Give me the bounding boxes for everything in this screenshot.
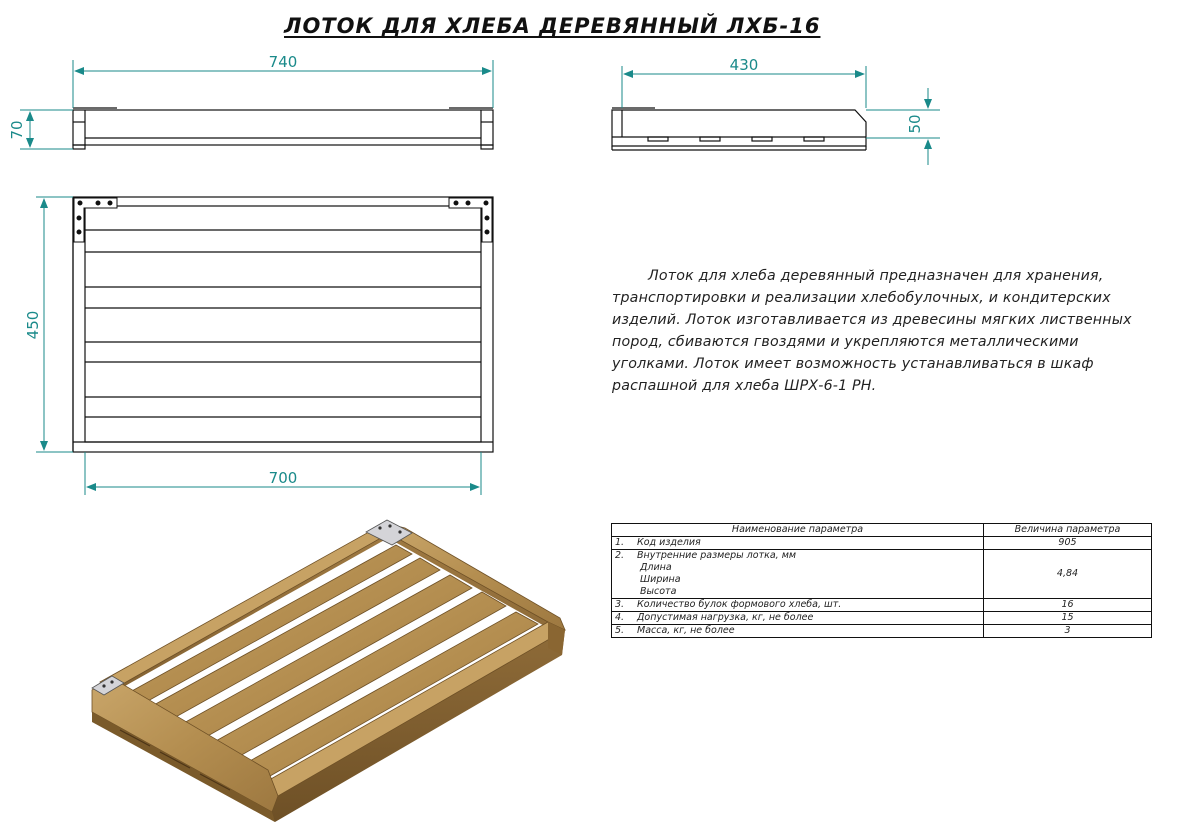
row-num: 1. [615,537,625,548]
row-sub-width: Ширина [640,574,681,585]
dim-top-depth-label: 450 [24,310,42,340]
dim-side-width-label: 430 [729,56,759,74]
row-num: 5. [615,625,625,636]
row-num: 4. [615,612,625,623]
row-name: Масса, кг, не более [637,625,735,636]
dim-front-length-label: 740 [268,53,298,71]
header-value: Величина параметра [984,524,1152,537]
corner-bracket-right [449,198,492,242]
tray-3d-render [92,520,565,822]
row-value: 3 [984,625,1152,638]
row-name: Допустимая нагрузка, кг, не более [637,612,814,623]
row-value: 16 [984,599,1152,612]
dim-side-height-label: 50 [906,114,924,134]
row-value: 4,84 [984,550,1152,599]
row-name: Код изделия [637,537,701,548]
table-header-row [612,524,1152,537]
row-value: 15 [984,612,1152,625]
header-name: Наименование параметра [612,524,984,537]
row-sub-length: Длина [640,562,672,573]
table-row [612,599,1152,612]
drawing-title: ЛОТОК ДЛЯ ХЛЕБА ДЕРЕВЯННЫЙ ЛХБ-16 [284,14,821,38]
product-description [612,265,1142,397]
table-row [612,625,1152,638]
top-view [73,197,493,452]
table-row [612,550,1152,599]
front-view [73,108,493,149]
row-name: Внутренние размеры лотка, мм [637,550,797,561]
row-name: Количество булок формового хлеба, шт. [637,599,842,610]
dim-front-height [20,110,73,149]
table-row [612,612,1152,625]
dim-side-height [866,88,940,165]
dim-top-inner-length-label: 700 [268,469,298,487]
row-value: 905 [984,537,1152,550]
corner-bracket-left [74,198,117,242]
row-num: 2. [615,550,625,561]
description-text: Лоток для хлеба деревянный предназначен для хранения, транспортировки и реализации хлебобулочных, и кондитерских изделий. Лоток изготавливается из древесины мягких лиственных пород, сбиваются гвоздями и укрепляются металлическими уголками. Лоток имеет возможность устанавливаться в шкаф распашной для хлеба ШРХ-6-1 РН. [612,268,1132,394]
parameters-table [611,523,1152,638]
row-sub-height: Высота [640,586,677,597]
side-view [612,108,866,150]
row-num: 3. [615,599,625,610]
table-row [612,537,1152,550]
dim-front-height-label: 70 [8,120,26,140]
